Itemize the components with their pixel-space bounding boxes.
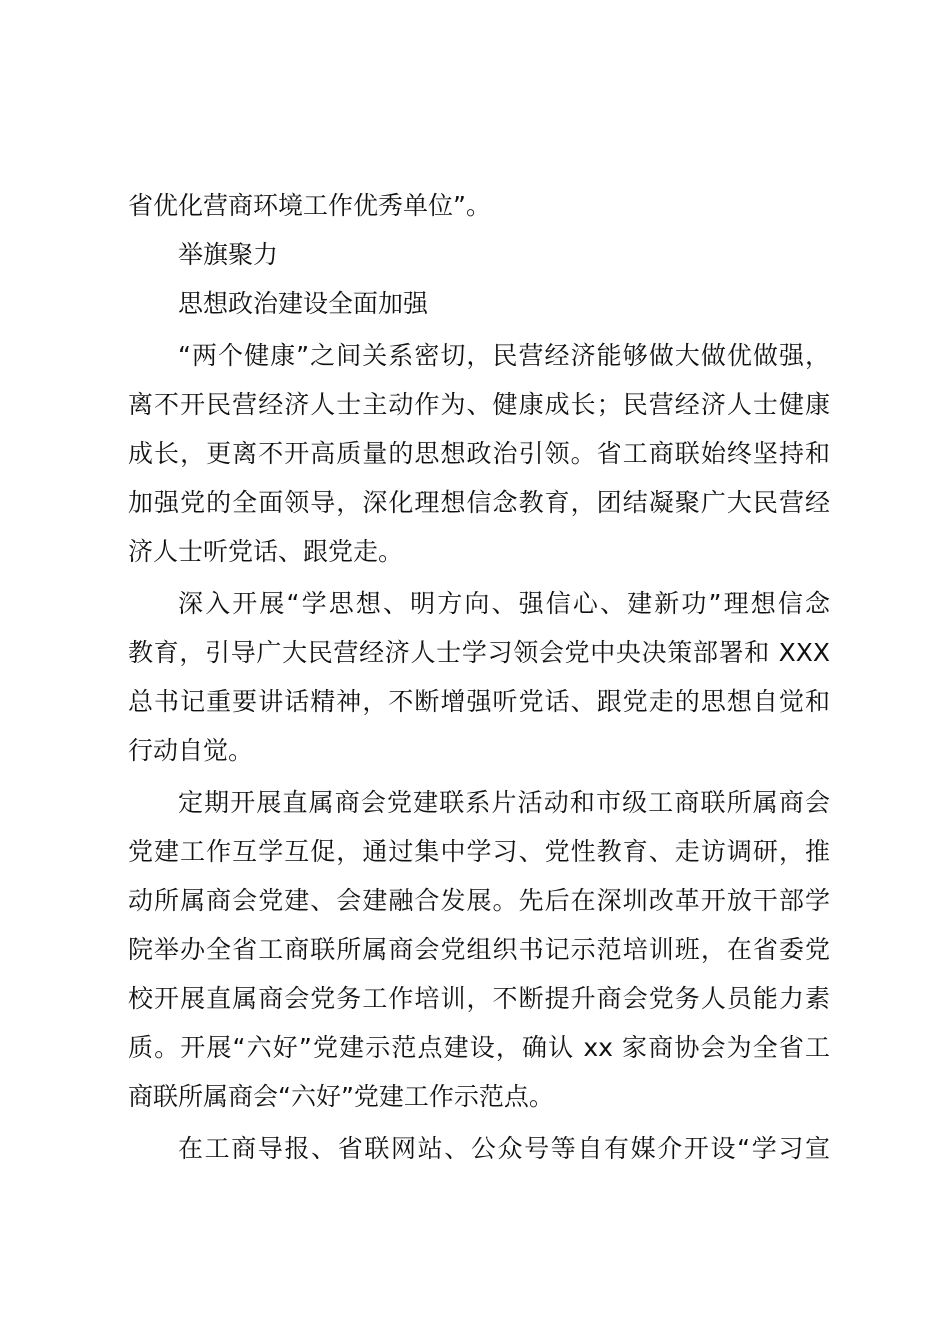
text-line: 加强党的全面领导，深化理想信念教育，团结凝聚广大民营经 bbox=[128, 488, 830, 517]
text-line: 在工商导报、省联网站、公众号等自有媒介开设“学习宣 bbox=[178, 1134, 830, 1163]
text-line: 省优化营商环境工作优秀单位”。 bbox=[128, 191, 491, 220]
section-heading: 举旗聚力 bbox=[178, 240, 279, 269]
text-line: 教育，引导广大民营经济人士学习领会党中央决策部署和 XXX bbox=[128, 638, 830, 667]
text-line: 济人士听党话、跟党走。 bbox=[128, 537, 404, 566]
text-line: 总书记重要讲话精神，不断增强听党话、跟党走的思想自觉和 bbox=[128, 687, 830, 716]
text-line: 商联所属商会“六好”党建工作示范点。 bbox=[128, 1082, 554, 1111]
text-line: 院举办全省工商联所属商会党组织书记示范培训班，在省委党 bbox=[128, 935, 830, 964]
text-line: 动所属商会党建、会建融合发展。先后在深圳改革开放干部学 bbox=[128, 886, 830, 915]
text-line: 行动自觉。 bbox=[128, 736, 254, 765]
text-line: 校开展直属商会党务工作培训，不断提升商会党务人员能力素 bbox=[128, 984, 830, 1013]
text-line: “两个健康”之间关系密切，民营经济能够做大做优做强， bbox=[178, 341, 830, 370]
section-subheading: 思想政治建设全面加强 bbox=[178, 289, 429, 318]
text-line: 离不开民营经济人士主动作为、健康成长；民营经济人士健康 bbox=[128, 390, 830, 419]
text-line: 成长，更离不开高质量的思想政治引领。省工商联始终坚持和 bbox=[128, 439, 830, 468]
text-line: 定期开展直属商会党建联系片活动和市级工商联所属商会 bbox=[178, 788, 830, 817]
text-line: 深入开展“学思想、明方向、强信心、建新功”理想信念 bbox=[178, 589, 830, 618]
text-line: 党建工作互学互促，通过集中学习、党性教育、走访调研，推 bbox=[128, 837, 830, 866]
text-line: 质。开展“六好”党建示范点建设，确认 xx 家商协会为全省工 bbox=[128, 1033, 830, 1062]
